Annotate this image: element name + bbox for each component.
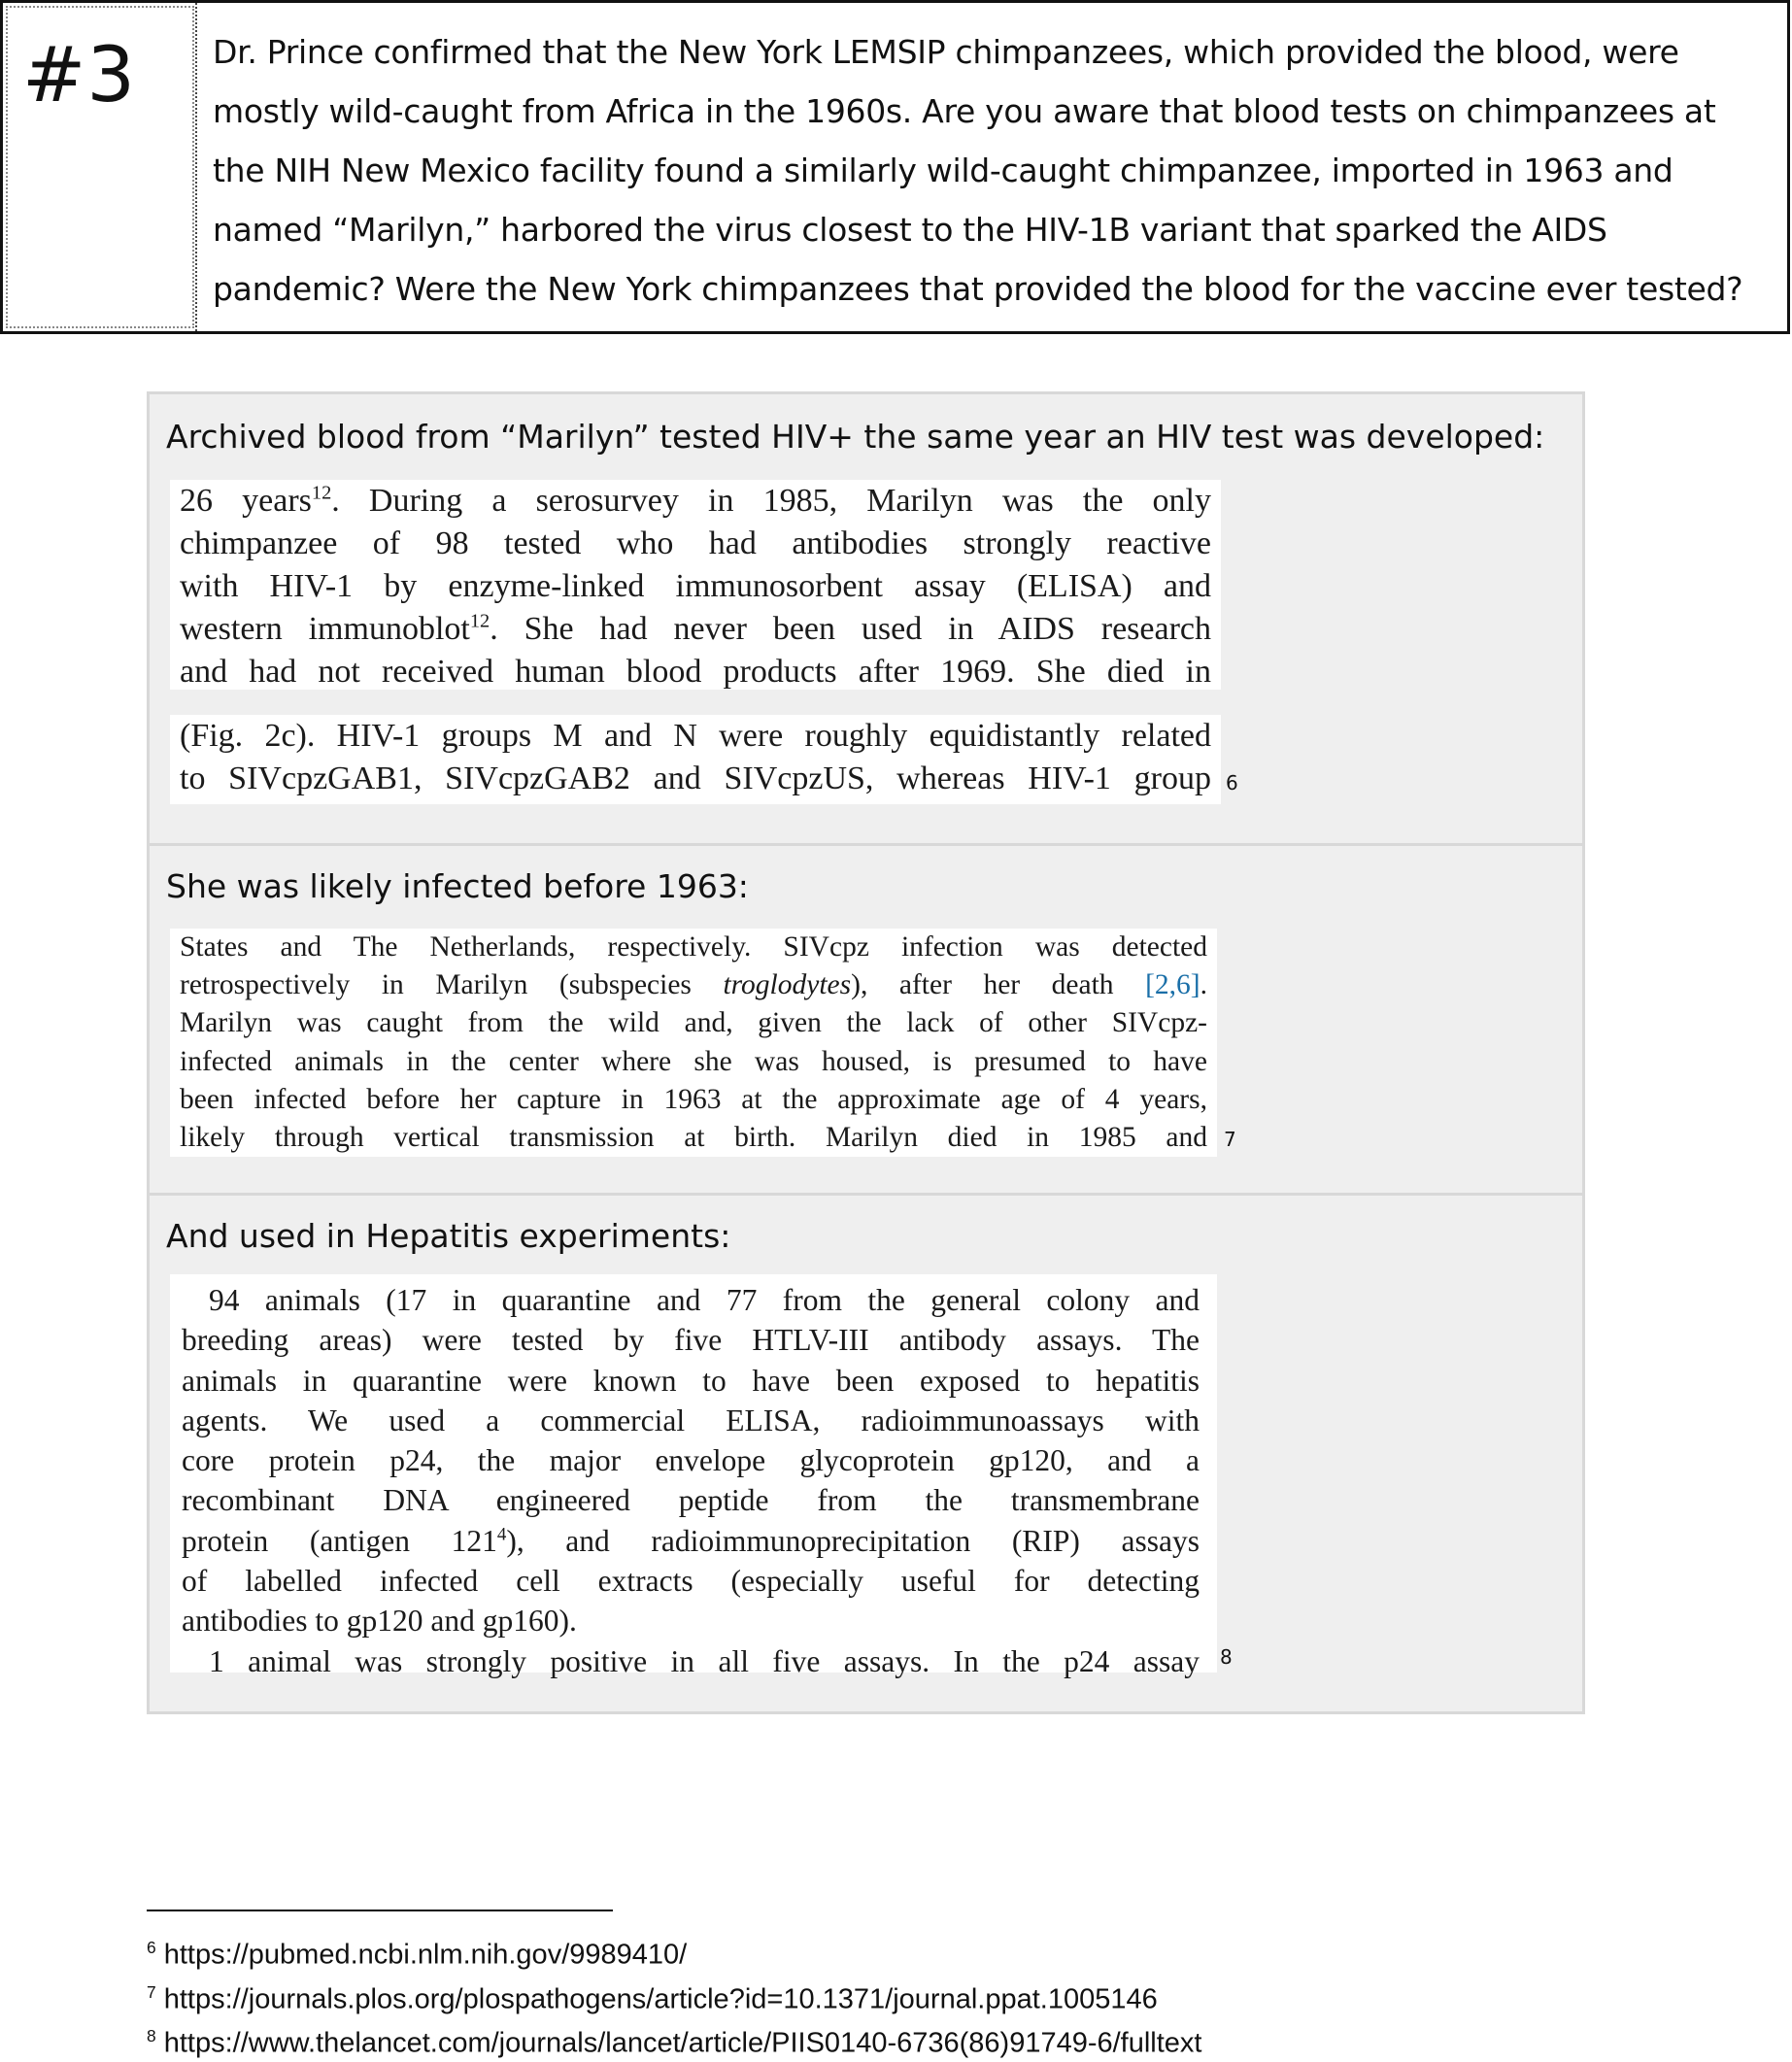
section-caption: And used in Hepatitis experiments: — [166, 1217, 731, 1255]
footnote-link: https://pubmed.ncbi.nlm.nih.gov/9989410/ — [163, 1939, 688, 1971]
excerpt-line: breeding areas) were tested by five HTLV-III antibody assays. The — [182, 1323, 1200, 1358]
excerpt-line: likely through vertical transmission at birth. Marilyn died in 1985 and — [180, 1122, 1207, 1154]
evidence-section-antibodies — [150, 394, 1582, 843]
question-number: #3 — [3, 3, 197, 331]
excerpt-line: western immunoblot$^{12}$. She had never been used in AIDS research — [180, 610, 1211, 647]
excerpt-image-plos — [170, 929, 1217, 1157]
excerpt-image-serosurvey — [170, 480, 1221, 690]
excerpt-line: recombinant DNA engineered peptide from the transmembrane — [182, 1483, 1200, 1518]
excerpt-line: 1 animal was strongly positive in all five assays. In the p24 assay — [209, 1643, 1200, 1678]
excerpt-line: 26 years$^{12}$. During a serosurvey in 1985, Marilyn was the only — [180, 482, 1211, 519]
excerpt-line: (Fig. 2c). HIV-1 groups M and N were roughly equidistantly related — [180, 718, 1211, 754]
excerpt-line: infected animals in the center where she was housed, is presumed to have — [180, 1045, 1207, 1077]
footnote-link: https://www.thelancet.com/journals/lancet/article/PIIS0140-6736(86)91749-6/fulltext — [163, 2027, 1202, 2059]
excerpt-line: Marilyn was caught from the wild and, given the lack of other SIVcpz- — [180, 1007, 1207, 1039]
excerpt-line: been infected before her capture in 1963 at the approximate age of 4 years, — [180, 1083, 1207, 1115]
section-caption: Archived blood from “Marilyn” tested HIV+ the same year an HIV test was developed: — [166, 418, 1545, 456]
footnote-ref: 6 — [1226, 771, 1238, 794]
evidence-panel — [147, 391, 1585, 1714]
excerpt-line: with HIV-1 by enzyme-linked immunosorbent assay (ELISA) and — [180, 568, 1211, 604]
excerpt-line: States and The Netherlands, respectively. SIVcpz infection was detected — [180, 931, 1207, 963]
citation-link: [2,6] — [1145, 969, 1200, 1001]
footnote-ref: 7 — [1224, 1128, 1236, 1151]
footnote-link: https://journals.plos.org/plospathogens/article?id=10.1371/journal.ppat.1005146 — [163, 1983, 1158, 2015]
question-box — [0, 0, 1790, 334]
excerpt-image-lancet — [170, 1274, 1217, 1678]
excerpt-line: protein (antigen $121^4$), and radioimmunoprecipitation (RIP) assays — [182, 1523, 1200, 1558]
footnote-item[interactable]: $^6$ https://pubmed.ncbi.nlm.nih.gov/9989410/ — [147, 1938, 688, 1971]
footnotes — [147, 1929, 1202, 2062]
excerpt-line: animals in quarantine were known to have been exposed to hepatitis — [182, 1363, 1200, 1398]
footnote-item[interactable]: $^7$ https://journals.plos.org/plospathogens/article?id=10.1371/journal.ppat.1005146 — [147, 1981, 1158, 2015]
evidence-section-hepatitis — [150, 1193, 1582, 1714]
excerpt-line: antibodies to gp120 and gp160). — [182, 1604, 577, 1639]
excerpt-line: chimpanzee of 98 tested who had antibodies strongly reactive — [180, 525, 1211, 561]
excerpt-line: retrospectively in Marilyn (subspecies troglodytes), after her death [2,6]. — [180, 969, 1208, 1001]
footnote-item[interactable]: $^8$ https://www.thelancet.com/journals/lancet/article/PIIS0140-6736(86)91749-6/fulltext — [147, 2026, 1202, 2059]
excerpt-line: and had not received human blood products after 1969. She died in — [180, 654, 1211, 690]
excerpt-line: of labelled infected cell extracts (especially useful for detecting — [182, 1564, 1200, 1599]
excerpt-line: 94 animals (17 in quarantine and 77 from the general colony and — [209, 1283, 1200, 1317]
excerpt-line: to SIVcpzGAB1, SIVcpzGAB2 and SIVcpzUS, whereas HIV-1 group — [180, 761, 1211, 796]
footnote-ref: 8 — [1220, 1645, 1233, 1669]
question-text: Dr. Prince confirmed that the New York LEMSIP chimpanzees, which provided the blood, were mostly wild-caught from Africa in the 1960s. Are you aware that blood tests on chimpanzees at the NIH New Mexico facility found a similarly wild-caught chimpanzee, imported in 1963 and named “Marilyn,” harbored the virus closest to the HIV-1B variant that sparked the AIDS pandemic? Were the New York chimpanzees that provided the blood for the vaccine ever tested? — [213, 33, 1743, 308]
excerpt-line: agents. We used a commercial ELISA, radioimmunoassays with — [182, 1403, 1200, 1437]
footnote-divider — [147, 1910, 613, 1911]
excerpt-image-phylogeny — [170, 715, 1221, 804]
excerpt-line: core protein p24, the major envelope glycoprotein gp120, and a — [182, 1443, 1200, 1478]
section-caption: She was likely infected before 1963: — [166, 867, 749, 905]
evidence-section-infection-date — [150, 843, 1582, 1193]
